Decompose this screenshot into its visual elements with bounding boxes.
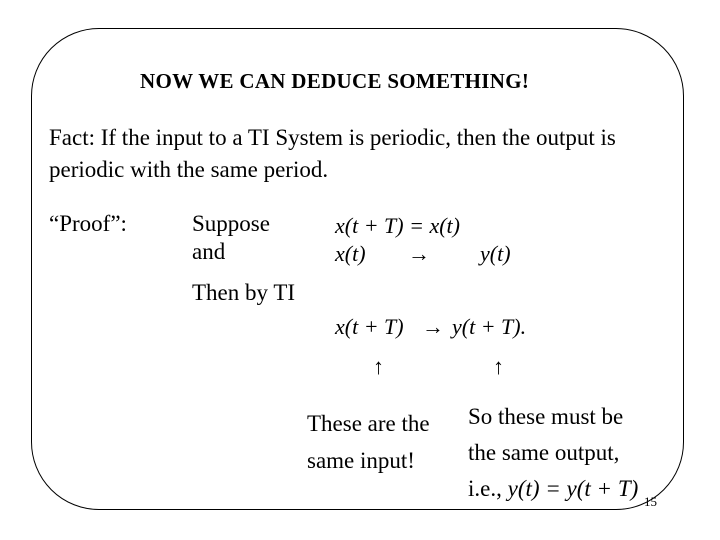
page-number: 15 xyxy=(644,494,657,509)
then-by-ti-label: Then by TI xyxy=(192,280,296,305)
equation-periodic-input: x(t + T) = x(t) xyxy=(335,213,460,238)
slide-title: NOW WE CAN DEDUCE SOMETHING! xyxy=(140,69,530,93)
ie-expression: y(t) = y(t + T) xyxy=(507,476,639,501)
equation-shifted-output: y(t + T). xyxy=(452,314,527,339)
equation-shifted-input: x(t + T) xyxy=(335,314,404,339)
up-arrow-icon: ↑ xyxy=(373,354,384,379)
note-right-line-2: the same output, xyxy=(468,440,620,465)
up-arrow-icon: ↑ xyxy=(493,354,504,379)
proof-label: “Proof”: xyxy=(49,211,127,236)
equation-system-input: x(t) xyxy=(335,241,366,266)
note-right-line-3 xyxy=(468,473,638,505)
note-left-line-2: same input! xyxy=(307,448,415,473)
right-arrow-icon: → xyxy=(422,314,444,339)
equation-system-output: y(t) xyxy=(480,241,511,266)
note-left-line-1: These are the xyxy=(307,411,430,436)
and-label: and xyxy=(192,239,226,264)
note-right-line-1: So these must be xyxy=(468,404,624,429)
fact-line-2: periodic with the same period. xyxy=(49,157,329,182)
ie-prefix: i.e., xyxy=(468,476,508,501)
right-arrow-icon: → xyxy=(408,241,430,266)
suppose-label: Suppose xyxy=(192,211,270,236)
fact-line-1: Fact: If the input to a TI System is periodic, then the output is xyxy=(49,125,616,150)
